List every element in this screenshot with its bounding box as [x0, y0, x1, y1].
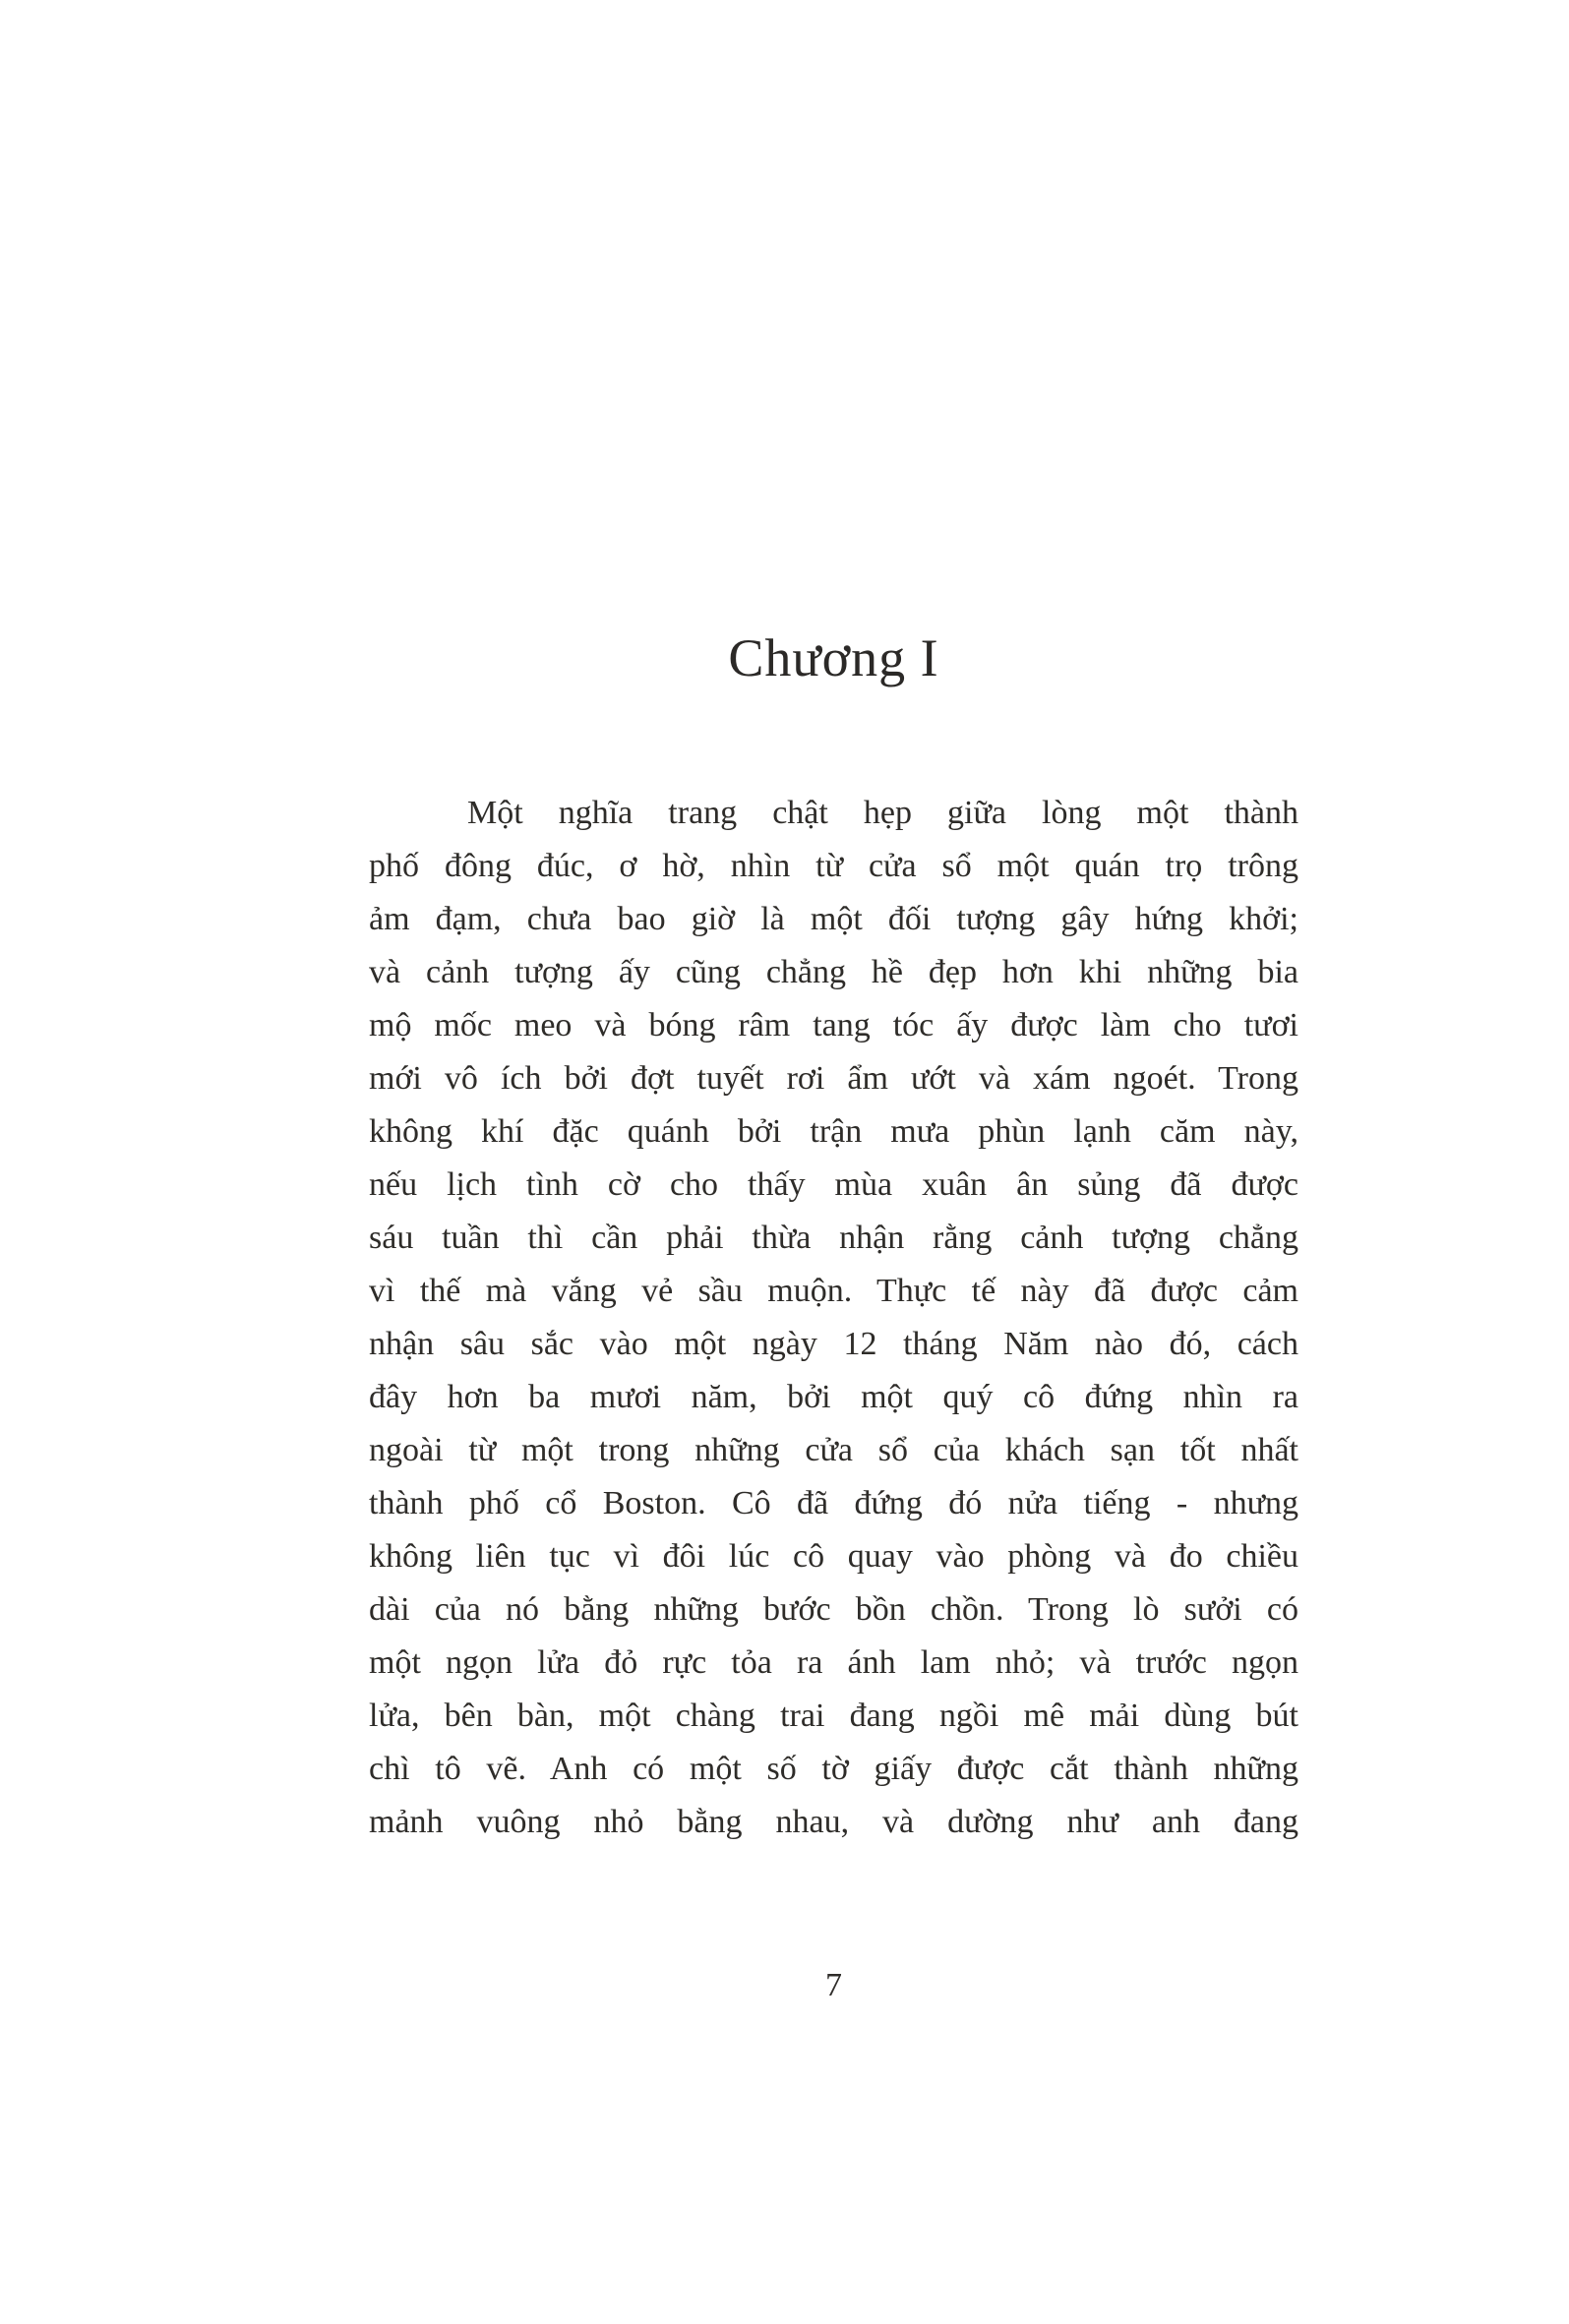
text-line: nếu lịch tình cờ cho thấy mùa xuân ân sủng đã được [369, 1166, 1298, 1203]
text-line: nhận sâu sắc vào một ngày 12 tháng Năm nào đó, cách [369, 1326, 1298, 1362]
text-line: một ngọn lửa đỏ rực tỏa ra ánh lam nhỏ; và trước ngọn [369, 1644, 1298, 1681]
chapter-title: Chương I [728, 628, 939, 687]
body-paragraph [369, 787, 1298, 1849]
text-line: không liên tục vì đôi lúc cô quay vào phòng và đo chiều [369, 1538, 1298, 1575]
text-line: thành phố cổ Boston. Cô đã đứng đó nửa tiếng - nhưng [369, 1485, 1298, 1521]
text-line: lửa, bên bàn, một chàng trai đang ngồi mê mải dùng bút [369, 1698, 1298, 1734]
text-line: đây hơn ba mươi năm, bởi một quý cô đứng nhìn ra [369, 1379, 1298, 1415]
text-line: mộ mốc meo và bóng râm tang tóc ấy được làm cho tươi [369, 1007, 1298, 1043]
text-line: Một nghĩa trang chật hẹp giữa lòng một thành [467, 795, 1298, 831]
text-line: vì thế mà vắng vẻ sầu muộn. Thực tế này đã được cảm [369, 1273, 1298, 1309]
text-line: phố đông đúc, ơ hờ, nhìn từ cửa sổ một quán trọ trông [369, 848, 1298, 884]
text-line: mảnh vuông nhỏ bằng nhau, và dường như anh đang [369, 1804, 1298, 1840]
text-line: chì tô vẽ. Anh có một số tờ giấy được cắt thành những [369, 1751, 1298, 1787]
text-line: và cảnh tượng ấy cũng chẳng hề đẹp hơn khi những bia [369, 954, 1298, 990]
text-line: mới vô ích bởi đợt tuyết rơi ẩm ướt và xám ngoét. Trong [369, 1060, 1298, 1097]
text-line: không khí đặc quánh bởi trận mưa phùn lạnh căm này, [369, 1113, 1298, 1150]
text-line: ngoài từ một trong những cửa sổ của khách sạn tốt nhất [369, 1432, 1298, 1468]
text-line: sáu tuần thì cần phải thừa nhận rằng cảnh tượng chẳng [369, 1220, 1298, 1256]
page-number: 7 [825, 1967, 842, 2003]
text-line: dài của nó bằng những bước bồn chồn. Trong lò sưởi có [369, 1591, 1298, 1628]
text-line: ảm đạm, chưa bao giờ là một đối tượng gây hứng khởi; [369, 901, 1298, 937]
